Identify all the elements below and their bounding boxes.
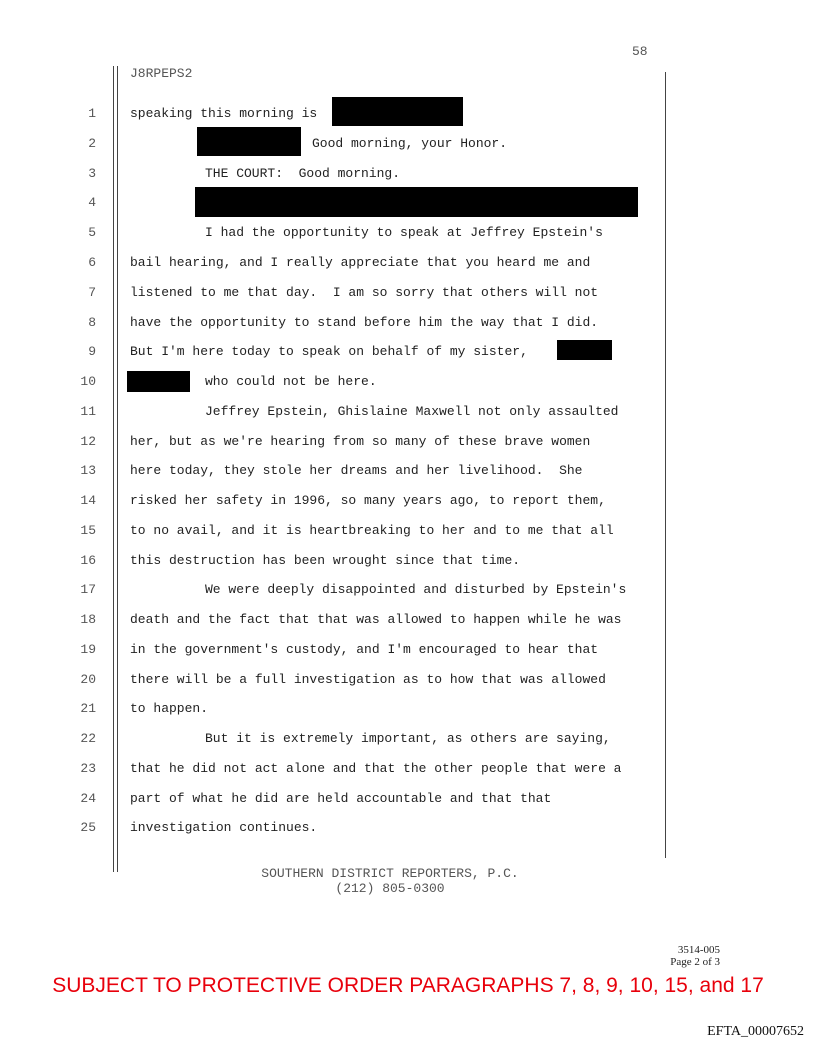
line-number: 4 bbox=[88, 195, 96, 210]
transcript-line: Good morning, your Honor. bbox=[312, 136, 508, 151]
line-number: 1 bbox=[88, 106, 96, 121]
line-number: 9 bbox=[88, 344, 96, 359]
transcript-line: have the opportunity to stand before him the way that I did. bbox=[130, 315, 599, 330]
line-number: 20 bbox=[80, 672, 96, 687]
transcript-line: who could not be here. bbox=[205, 374, 377, 389]
transcript-line: listened to me that day. I am so sorry that others will not bbox=[130, 285, 599, 300]
case-id: J8RPEPS2 bbox=[130, 66, 193, 81]
page-info bbox=[670, 944, 720, 968]
redaction-box bbox=[127, 371, 190, 392]
line-number: 23 bbox=[80, 761, 96, 776]
transcript-line: risked her safety in 1996, so many years ago, to report them, bbox=[130, 493, 606, 508]
left-margin-rule bbox=[113, 66, 114, 872]
line-number: 10 bbox=[80, 374, 96, 389]
transcript-line: I had the opportunity to speak at Jeffrey Epstein's bbox=[205, 225, 603, 240]
line-number: 6 bbox=[88, 255, 96, 270]
reporter-phone: (212) 805-0300 bbox=[335, 881, 445, 896]
protective-order-notice: SUBJECT TO PROTECTIVE ORDER PARAGRAPHS 7, 8, 9, 10, 15, and 17 bbox=[52, 974, 764, 997]
line-number: 2 bbox=[88, 136, 96, 151]
transcript-line: part of what he did are held accountable and that that bbox=[130, 791, 552, 806]
line-number: 5 bbox=[88, 225, 96, 240]
transcript-line: her, but as we're hearing from so many of these brave women bbox=[130, 434, 591, 449]
transcript-line: that he did not act alone and that the other people that were a bbox=[130, 761, 622, 776]
transcript-line: to happen. bbox=[130, 701, 209, 716]
line-number: 24 bbox=[80, 791, 96, 806]
line-number: 12 bbox=[80, 434, 96, 449]
line-number: 16 bbox=[80, 553, 96, 568]
transcript-line: there will be a full investigation as to how that was allowed bbox=[130, 672, 606, 687]
line-number: 8 bbox=[88, 315, 96, 330]
line-number: 22 bbox=[80, 731, 96, 746]
line-number: 13 bbox=[80, 463, 96, 478]
transcript-line: But I'm here today to speak on behalf of my sister, bbox=[130, 344, 528, 359]
line-number: 15 bbox=[80, 523, 96, 538]
page-number: 58 bbox=[632, 44, 648, 59]
redaction-box bbox=[195, 187, 638, 217]
line-number: 7 bbox=[88, 285, 96, 300]
left-margin-rule-inner bbox=[117, 66, 118, 872]
bates-number: EFTA_00007652 bbox=[707, 1024, 804, 1039]
transcript-line: But it is extremely important, as others are saying, bbox=[205, 731, 611, 746]
line-number: 19 bbox=[80, 642, 96, 657]
transcript-line: bail hearing, and I really appreciate that you heard me and bbox=[130, 255, 591, 270]
line-number: 17 bbox=[80, 582, 96, 597]
transcript-line: here today, they stole her dreams and her livelihood. She bbox=[130, 463, 583, 478]
redaction-box bbox=[557, 340, 612, 360]
redaction-box bbox=[332, 97, 463, 126]
transcript-line: this destruction has been wrought since that time. bbox=[130, 553, 521, 568]
transcript-line: in the government's custody, and I'm encouraged to hear that bbox=[130, 642, 599, 657]
transcript-line: to no avail, and it is heartbreaking to her and to me that all bbox=[130, 523, 614, 538]
line-number: 25 bbox=[80, 820, 96, 835]
page-of: Page 2 of 3 bbox=[670, 956, 720, 968]
right-margin-rule bbox=[665, 72, 666, 858]
redaction-box bbox=[197, 127, 301, 156]
reporter-name: SOUTHERN DISTRICT REPORTERS, P.C. bbox=[261, 866, 519, 881]
line-number: 21 bbox=[80, 701, 96, 716]
line-number: 14 bbox=[80, 493, 96, 508]
transcript-line: investigation continues. bbox=[130, 820, 318, 835]
line-number: 18 bbox=[80, 612, 96, 627]
transcript-line: THE COURT: Good morning. bbox=[205, 166, 401, 181]
transcript-line: Jeffrey Epstein, Ghislaine Maxwell not only assaulted bbox=[205, 404, 619, 419]
line-number: 11 bbox=[80, 404, 96, 419]
doc-id: 3514-005 bbox=[677, 944, 720, 956]
line-number: 3 bbox=[88, 166, 96, 181]
transcript-line: speaking this morning is bbox=[130, 106, 318, 121]
transcript-line: We were deeply disappointed and disturbed by Epstein's bbox=[205, 582, 627, 597]
transcript-line: death and the fact that that was allowed to happen while he was bbox=[130, 612, 622, 627]
